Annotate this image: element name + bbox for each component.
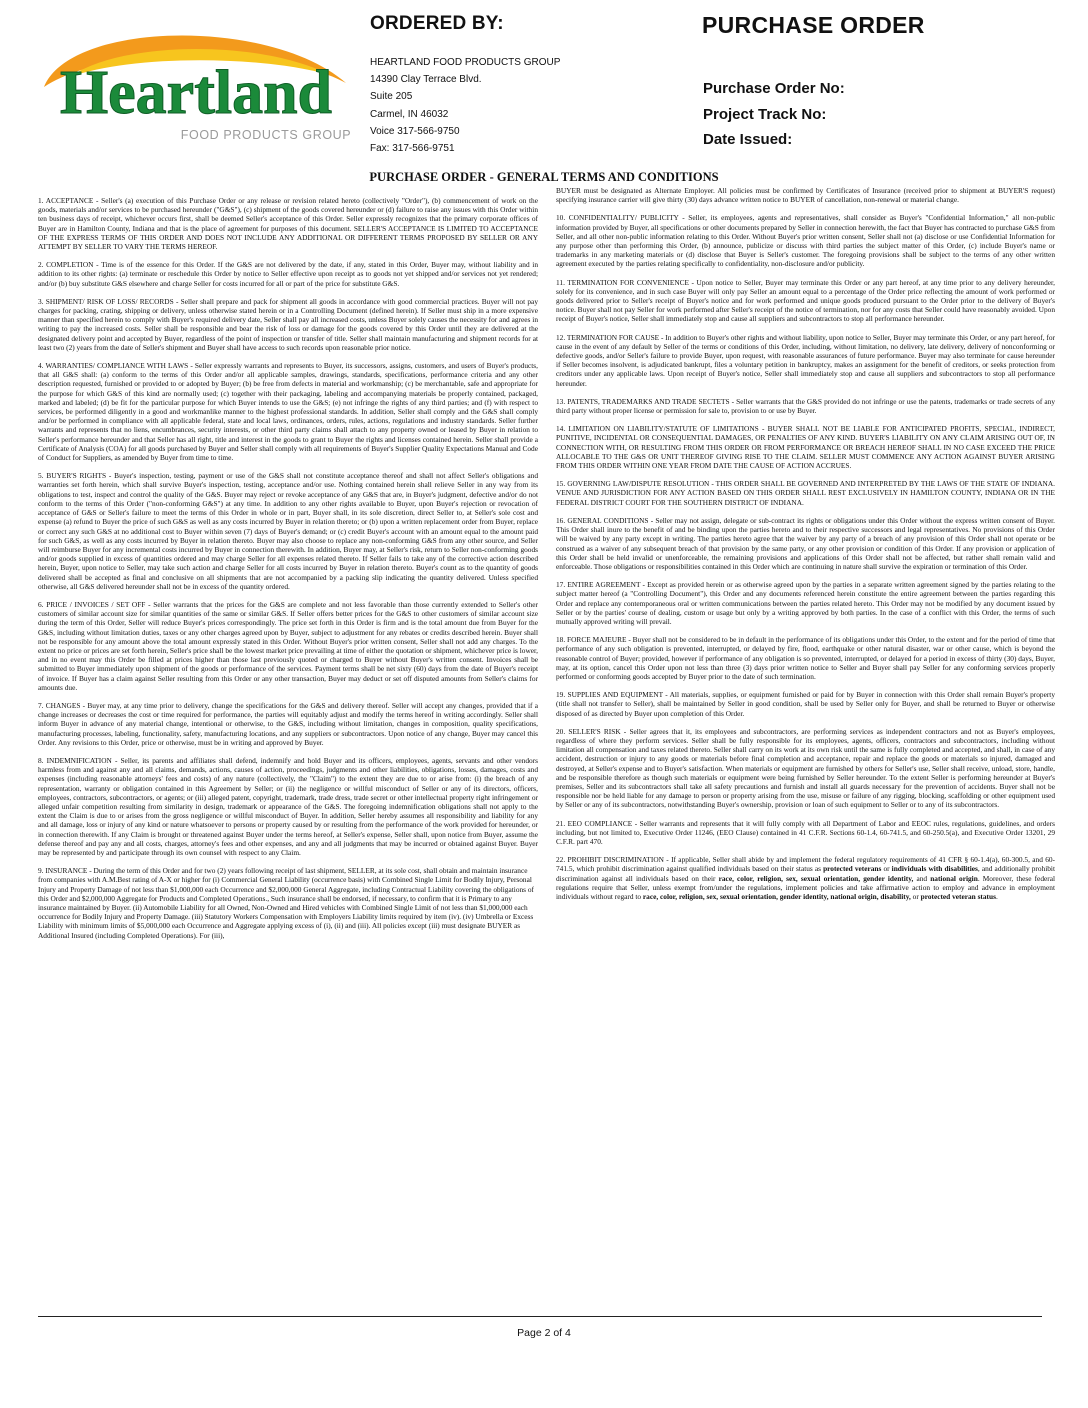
header [0,0,1088,170]
logo-brand-text: Heartland [59,59,333,127]
term-paragraph: 4. WARRANTIES/ COMPLIANCE WITH LAWS - Seller expressly warrants and represents to Buyer, its successors, assigns, customers, and users of Buyer's products, that all G&S shall: (a) conform to the terms of this Order and/or all applicable samples, drawings, standards, specifications, performance criteria and any other description requested, furnished or provided to or adopted by Buyer; (b) be free from defects in material and workmanship; (c) be merchantable, safe and appropriate for the purpose for which G&S of this kind are normally used; (c) together with their packaging, labeling and accompanying materials be properly contained, packaged, marked and labeled; (d) be fit for the particular purpose for which Buyer intends to use the G&S; (e) not infringe the rights of any third parties; and (f) with respect to services, be performed diligently in a good and workmanlike manner to the highest professional standards. In addition, Seller shall comply and the G&S shall comply and/or be performed in compliance with all applicable federal, state and local laws, ordinances, orders, rules, actions, regulations and industry standards. Seller further warrants and represents that no liens, encumbrances, security interests, or other third party claims shall attach to any property owned or leased by Buyer in relation to Seller's performance hereunder and that Seller has all right, title and interest in the goods to grant to Buyer the rights and licenses contained herein. Seller shall provide a Certificate of Analysis (COA) for all goods purchased by Buyer and Seller shall comply with all requirements of Buyer's Supplier Quality Expectations Manual and Code of Conduct for Suppliers, as amended by Buyer from time to time. [38,361,538,463]
address-line: Fax: 317-566-9751 [370,143,455,155]
term-paragraph: 3. SHIPMENT/ RISK OF LOSS/ RECORDS - Seller shall prepare and pack for shipment all goods in accordance with good commercial practices. Buyer will not pay charges for packing, crating, shipping or delivery, unless otherwise stated herein or in a Controlling Document (defined herein). If Seller must ship in a more expensive manner than specified herein to comply with Buyer's required delivery date, Seller shall pay all increased costs, unless Buyer solely causes the necessity for and agrees in writing to pay the increased costs. Seller shall be responsible and bear the risk of loss or damage for the goods covered by this Order until they are delivered at the designated delivery point and accepted by Buyer, regardless of the point of inspection or transfer of title. Seller shall maintain manufacturing and shipment records for at least two (2) years from the date of Seller's shipment and Buyer shall have access to such records upon reasonable prior notice. [38,296,538,352]
term-paragraph: 11. TERMINATION FOR CONVENIENCE - Upon notice to Seller, Buyer may terminate this Order or any part hereof, at any time prior to any delivery hereunder, solely for its convenience, and in such case Buyer will only pay Seller an amount equal to a percentage of the Order price reflecting the amount of work performed or goods delivered prior to Seller's receipt of Buyer's notice and for work performed and unique goods produced pursuant to the Order prior to the delivery of Buyer's notice. Buyer shall not pay Seller for work performed after Seller's receipt of the notice of termination, nor for any costs that Seller could have reasonably avoided. Upon receipt of Buyer's notice, Seller shall immediately stop and cause all suppliers and subcontractors to stop all performance hereunder. [556,277,1055,324]
term-paragraph: 8. INDEMNIFICATION - Seller, its parents and affiliates shall defend, indemnify and hold Buyer and its officers, employees, agents, servants and other vendors harmless from and against any and all claims, demands, actions, causes of action, proceedings, judgments and other liabilities, obligations, losses, damages, costs and expenses (including reasonable attorneys' fees and costs) of any nature (collectively, the "Claim") to the extent they are due to or arise from: (i) the breach of any representation, warranty or obligation contained in this Agreement by Seller; or (ii) the negligence or willful misconduct of Seller or any of its directors, officers, employees, contractors, subcontractors, or agents; or (iii) alleged patent, copyright, trademark, trade dress, trade secret or other intellectual property right infringement or alleged unfair competition resulting from similarity in design, trademark or appearance of the G&S. The foregoing indemnification obligations shall not apply to the extent the Claim is due to or arises from the gross negligence or willful misconduct of Buyer. In addition, Seller hereby assumes all responsibility and liability for any and all damage, loss or injury of any kind or nature whatsoever to persons or property caused by or resulting from the performance of the work provided for hereunder, or in connection therewith. If any Claim is brought or threatened against Buyer under the terms hereof, at Seller's expense, Seller shall, upon notice from Buyer, assume the defense thereof and pay any and all costs, charges, attorney's fees and other expenses, and any and all judgments that may be incurred or obtained against Buyer. Buyer may be represented by and participate through its own counsel with respect to any Claim. [38,755,538,857]
term-paragraph: 13. PATENTS, TRADEMARKS AND TRADE SECTETS - Seller warrants that the G&S provided do not infringe or use the patents, trademarks or trade secrets of any third party without proper license or permission for sale to, provision to or use by Buyer. [556,396,1055,416]
logo-tagline-text: FOOD PRODUCTS GROUP [180,128,352,142]
logo-swoosh-icon [40,25,352,151]
heartland-logo [40,25,352,151]
term-paragraph-22: 22. PROHIBIT DISCRIMINATION - If applicable, Seller shall abide by and implement the federal regulatory requirements of 41 CFR § 60-1.4(a), 60-300.5, and 60-741.5, which prohibit discrimination against qualified individuals based on their status as protected veterans or individuals with disabilities, and additionally prohibit discrimination against all individuals based on their race, color, religion, sex, sexual orientation, gender identity, and national origin. Moreover, these federal regulations require that Seller, unless exempt from/under the regulations, implement policies and take affirmative action to employ and advance in employment individuals without regard to race, color, religion, sex, sexual orientation, gender identity, national origin, disability, or protected veteran status. [556,855,1055,901]
purchase-order-no-label: Purchase Order No: [703,80,845,97]
term-paragraph: 16. GENERAL CONDITIONS - Seller may not assign, delegate or sub-contract its rights or obligations under this Order without the express written consent of Buyer. This Order shall inure to the benefit of and be binding upon the parties hereto and to their respective successors and legal representatives. No provisions of this Order will be waived by any party except in writing. The parties hereto agree that the waiver by any party of a breach of any provision of this Order shall not operate or be construed as a waiver of any subsequent breach of that provision by the same party, or any other provision or condition of this Order. If any provision or application of this Order shall be held invalid or unenforceable, the remaining provisions and applications of this Order shall not be affected, but rather shall remain valid and enforceable. Those obligations or responsibilities contained in this Order which are continuing in nature shall survive the expiration or termination of this Order. [556,515,1055,571]
address-line: Carmel, IN 46032 [370,108,449,120]
term-paragraph: 5. BUYER'S RIGHTS - Buyer's inspection, testing, payment or use of the G&S shall not constitute acceptance thereof and shall not affect Seller's obligations and warranties set forth herein, which shall survive Buyer's inspection, testing, acceptance and/or use. Nothing contained herein shall relieve Seller in any way from its obligations to test, inspect and control the quality of the G&S. Buyer may reject or revoke acceptance of any G&S that are, in Buyer's judgment, defective and/or do not conform to the terms of this Order ("non-conforming G&S") at any time. In addition to any other rights available to Buyer, upon Buyer's rejection or revocation of acceptance of G&S or Seller's failure to meet the terms of this Order in whole or in part, Buyer shall, in its sole discretion, direct Seller to, at Seller's sole cost and expense (a) refund to Buyer the price of such G&S as well as any costs incurred by Buyer in relation thereto; or (b) upon a written replacement order from Buyer, replace or correct any such G&S at no additional cost to Buyer within seven (7) days of Buyer's demand; or (c) credit Buyer's account with an amount equal to the amount paid for such G&S, as well as any costs incurred by Buyer in relation thereto. Buyer may also choose to replace any non-conforming G&S from any other source, and Seller will reimburse Buyer for any incremental costs incurred by Buyer in connection therewith. In addition, Buyer may, at Seller's risk, return to Seller non-conforming goods and/or goods supplied in excess of quantities ordered and may charge Seller for all expenses related thereto. If Seller fails to take any of the corrective action described herein, Buyer, upon notice to Seller, may take such action and charge Seller for all costs incurred by Buyer in relation thereto. Buyer's count as to the quantity of goods delivered shall be accepted as final and conclusive on all shipments that are not accompanied by a packing slip indicating the quantity delivered. Unless specified otherwise, all G&S delivered hereunder shall not be in excess of the quantity ordered. [38,471,538,591]
address-line: Suite 205 [370,91,413,103]
section-title: PURCHASE ORDER - GENERAL TERMS AND CONDITIONS [369,170,719,184]
term-paragraph: 15. GOVERNING LAW/DISPUTE RESOLUTION - THIS ORDER SHALL BE GOVERNED AND INTERPRETED BY THE LAWS OF THE STATE OF INDIANA. VENUE AND JURISDICTION FOR ANY ACTION BASED ON THIS ORDER SHALL REST EXCLUSIVELY IN HAMILTON COUNTY, INDIANA OR IN THE FEDERAL DISTRICT COURT FOR THE SOUTHERN DISTRICT OF INDIANA. [556,479,1055,507]
footer-rule [38,1316,1042,1317]
project-track-no-label: Project Track No: [703,105,827,123]
term-paragraph: 7. CHANGES - Buyer may, at any time prior to delivery, change the specifications for the G&S and delivery thereof. Seller will accept any changes, provided that if a change increases or decreases the cost or time required for performance, the parties will equitably adjust and modify the terms hereof in writing accordingly. Seller shall inform Buyer in advance of any material change, intentional or otherwise, to the G&S, including without limitation, changes in composition, quality specifications, manufacturing processes, labeling, functionality, safety, manufacturing locations, and any suppliers or subcontractors. Upon notice of any change, Buyer may cancel this Order. Any revisions to this Order, price or otherwise, must be in writing and approved by Buyer. [38,700,538,747]
term-paragraph: 18. FORCE MAJEURE - Buyer shall not be considered to be in default in the performance of its obligations under this Order, to the extent and for the period of time that performance of any such obligation is prevented, interrupted, or delayed by fire, flood, earthquake or other natural disaster, war or other cause, which is beyond the reasonable control of Buyer; provided, however if performance of any obligation is so prevented, interrupted, or delayed for a period in excess of thirty (30) days, Buyer, may, at its option, cancel this Order upon not less than three (3) days prior written notice to Seller and Buyer shall pay Seller for any conforming services properly performed or conforming goods accepted by Buyer prior to the date of such termination. [556,635,1055,681]
address-line: Voice 317-566-9750 [370,125,460,137]
term-paragraph: 20. SELLER'S RISK - Seller agrees that it, its employees and subcontractors, are performing services as independent contractors and not as Buyer's employees, regardless of where they perform services. Seller shall be fully responsible for its employees, agents, officers, contractors and subcontractors, including without limitation all compensation and taxes related thereto. Seller shall carry on its work at its own risk until the same is fully completed and accepted, and shall, in case of any accident, destruction or injury to any goods or materials before final completion and acceptance, repair and replace the goods or materials so injured, damaged and destroyed, at Seller's expense and to Buyer's satisfaction. When materials or equipment are furnished by others for Seller's use, Seller shall receive, unload, store, handle, and be responsible therefore as though such materials or equipment were being furnished by Seller hereunder. To the extent Seller is performing hereunder at Buyer's premises, Seller and its subcontractors shall take all safety precautions and furnish and install all guards necessary for the prevention of accidents. Buyer shall not be responsible nor be held liable for any damage to person or property arising from the use, misuse or failure of any rigging, blocking, scaffolding or other equipment used by Seller or any of its subcontractors, notwithstanding Buyer's ownership, provision or loan of such equipment to Seller or to any of its subcontractors. [556,726,1055,810]
address-line: 14390 Clay Terrace Blvd. [370,74,482,86]
date-issued-label: Date Issued: [703,131,793,148]
term-paragraph: BUYER must be designated as Alternate Employer. All policies must be confirmed by Certificates of Insurance (received prior to shipment at BUYER'S request) specifying insurance carrier will give thirty (30) days advance written notice to BUYER of cancellation, non-renewal or material change. [556,186,1055,205]
term-paragraph: 12. TERMINATION FOR CAUSE - In addition to Buyer's other rights and without liability, upon notice to Seller, Buyer may terminate this Order, or any part hereof, for cause in the event of any default by Seller of the terms or conditions of this Order, including, without limitation, no delivery, late delivery, delivery of nonconforming or defective goods, and/or Seller's failure to provide Buyer, upon request, with reasonable assurances of future performance. Buyer may also terminate for cause hereunder if Seller becomes insolvent, is adjudicated bankrupt, files a voluntary petition in bankruptcy, makes an assignment for the benefit of creditors, or seeks protection from creditors under any applicable laws. Upon receipt of Buyer's notice, Seller shall immediately stop and cause all suppliers and subcontractors to stop all performance hereunder. [556,332,1055,388]
term-paragraph: 6. PRICE / INVOICES / SET OFF - Seller warrants that the prices for the G&S are complete and not less favorable than those currently extended to Seller's other customers of similar account size for similar quantities of the same or similar G&S. If Seller offers better prices for the G&S to other customers of similar account size during the term of this Order, Seller will reduce Buyer's prices correspondingly. The price set forth in this Order is firm and is the total amount due from Buyer for the G&S, including without limitation duties, taxes or any other charges agreed upon by Buyer, subject to adjustment for any rebates or credits described herein. Buyer shall not be responsible for any amount above the total amount expressly stated in this Order. Without Buyer's prior written consent, Seller shall not add any charges. To the extent no price or prices are set forth herein, Seller's price shall be the lowest market price prevailing at time of either the quotation or shipment, whichever price is lower, and in no event may this Order be filled at prices higher than those last previously quoted or charged to Buyer without Buyer's written consent. Invoices shall be submitted to Buyer immediately upon shipment of the goods or performance of the services. Payment terms shall be net sixty (60) days from the date of Buyer's receipt of invoice. If Buyer has a claim against Seller resulting from this Order or any other transaction, Buyer may deduct or set off disputed amounts from Seller's claims for amounts due. [38,599,538,692]
buyer-address [370,54,560,157]
page-number: Page 2 of 4 [517,1327,571,1339]
terms-left-column [38,196,538,949]
term-paragraph: 21. EEO COMPLIANCE - Seller warrants and represents that it will fully comply with all Department of Labor and EEOC rules, regulations, guidelines, and orders including, but not limited to, Executive Order 11246, (EEO Clause) contained in 41 C.F.R. Sections 60-1.4, 60-741.5, and 60-250.5(a), and Executive Order 13201, 29 C.F.R. part 470. [556,818,1055,846]
po-fields [703,76,845,153]
document-title: PURCHASE ORDER [702,12,925,38]
term-paragraph: 9. INSURANCE - During the term of this Order and for two (2) years following receipt of last shipment, SELLER, at its sole cost, shall obtain and maintain insurance from companies with A.M.Best rating of A-X or higher for (i) Commercial General Liability (occurrence basis) with Combined Single Limit for Bodily Injury, Personal Injury and Property Damage of not less than $1,000,000 each Occurrence and $2,000,000 General Aggregate, including Contractual Liability covering the obligations of this Order and $2,000,000 Aggregate for Products and Completed Operations., Such insurance shall be endorsed, if necessary, to confirm that it is Primary to any insurance maintained by Buyer. (ii) Automobile Liability for all Owned, Non-Owned and Hired vehicles with Combined Single Limit of not less than $1,000,000 each occurrence for Bodily Injury and Property Damage. (iii) Statutory Workers Compensation with Employers Liability limits required by item (iv). (iv) Umbrella or Excess Liability with minimum limits of $5,000,000 each Occurrence and Aggregate applying excess of (i), (ii) and (iii). All policies except (iii) must designate BUYER as Additional Insured (including Completed Operations). For (iii), [38,866,534,940]
term-paragraph: 17. ENTIRE AGREEMENT - Except as provided herein or as otherwise agreed upon by the parties in a separate written agreement signed by the parties relating to the subject matter hereof (a "Controlling Document"), this Order and any documents referenced herein constitute the entire agreement between the parties regarding this Order and replace any contemporaneous oral or written communications between the parties related hereto. This Order may not be modified by any document issued by Seller or by the parties' course of dealing, custom or usage but only by a writing approved by both parties. In the case of a conflict with this Order, the terms of such mutually approved writing will prevail. [556,580,1055,626]
term-paragraph: 14. LIMITATION ON LIABILITY/STATUTE OF LIMITATIONS - BUYER SHALL NOT BE LIABLE FOR ANTICIPATED PROFITS, SPECIAL, INDIRECT, PUNITIVE, INCIDENTAL OR CONSEQUENTIAL DAMAGES, OR PENALTIES OF ANY KIND. BUYER'S LIABILITY ON ANY CLAIM ARISING OUT OF, IN CONNECTION WITH, OR RESULTING FROM THIS ORDER OR FROM PERFORMANCE OR BREACH HEREOF SHALL IN NO CASE EXCEED THE PRICE ALLOCABLE TO THE G&S OR UNIT THEREOF GIVING RISE TO THE CLAIM. SELLER MUST COMMENCE ANY ACTION AGAINST BUYER ARISING FROM THIS ORDER WITHIN ONE YEAR FROM DATE THE CAUSE OF ACTION ACCRUES. [556,424,1055,471]
term-paragraph: 2. COMPLETION - Time is of the essence for this Order. If the G&S are not delivered by the date, if any, stated in this Order, Buyer may, without liability and in addition to its other rights: (a) terminate or reschedule this Order by notice to Seller effective upon receipt as to goods not yet shipped and/or services not yet rendered; and/or (b) buy substitute G&S elsewhere and charge Seller for costs incurred for all or part of the price for substitute G&S. [38,260,538,288]
terms-right-column [556,186,1055,910]
term-paragraph: 10. CONFIDENTIALITY/ PUBLICITY - Seller, its employees, agents and representatives, shall consider as Buyer's "Confidential Information," all non-public information provided by Buyer, all specifications or other documents prepared by Seller in connection herewith, the fact that Buyer has contracted to purchase G&S from Seller, and all other non-public information relating to this Order. Without Buyer's prior written consent, Seller shall not (a) disclose or use Confidential Information for any purpose other than performing this Order, (b) announce, publicize or discuss with third parties the subject matter of this Order, (c) include Buyer's name or trademarks in any marketing materials or (d) disclose that Buyer is Seller's customer. The foregoing provisions shall be subject to the terms of any other written agreement executed by the parties relating specifically to confidentiality, non-disclosure and/or publicity. [556,213,1055,269]
ordered-by-label: ORDERED BY: [370,13,504,34]
term-paragraph: 1. ACCEPTANCE - Seller's (a) execution of this Purchase Order or any release or revision related hereto (collectively "Order"), (b) commencement of work on the goods, materials and/or services to be purchased hereunder ("G&S"), (c) shipment of the goods covered hereunder or (d) failure to raise any issues with this Order within ten business days of receipt, whichever occurs first, shall be deemed Seller's acceptance of this Order. Seller expressly recognizes that the primary corporate offices of Buyer are in Hamilton County, Indiana and that is the place of agreement for purposes of this document. SELLER'S ACCEPTANCE IS LIMITED TO ACCEPTANCE OF THE EXPRESS TERMS OF THIS ORDER AND DOES NOT INCLUDE ANY ADDITIONAL OR DIFFERENT TERMS PROPOSED BY SELLER OR ANY ATTEMPT BY SELLER TO VARY THE TERMS HEREOF. [38,196,538,252]
term-paragraph: 19. SUPPLIES AND EQUIPMENT - All materials, supplies, or equipment furnished or paid for by Buyer in connection with this Order shall remain Buyer's property (title shall not transfer to Seller), shall be maintained by Seller in good condition, shall be used by Seller only for Buyer, and shall be returned to Buyer or otherwise disposed of as directed by Buyer upon completion of this Order. [556,690,1055,718]
address-line: HEARTLAND FOOD PRODUCTS GROUP [370,57,561,68]
